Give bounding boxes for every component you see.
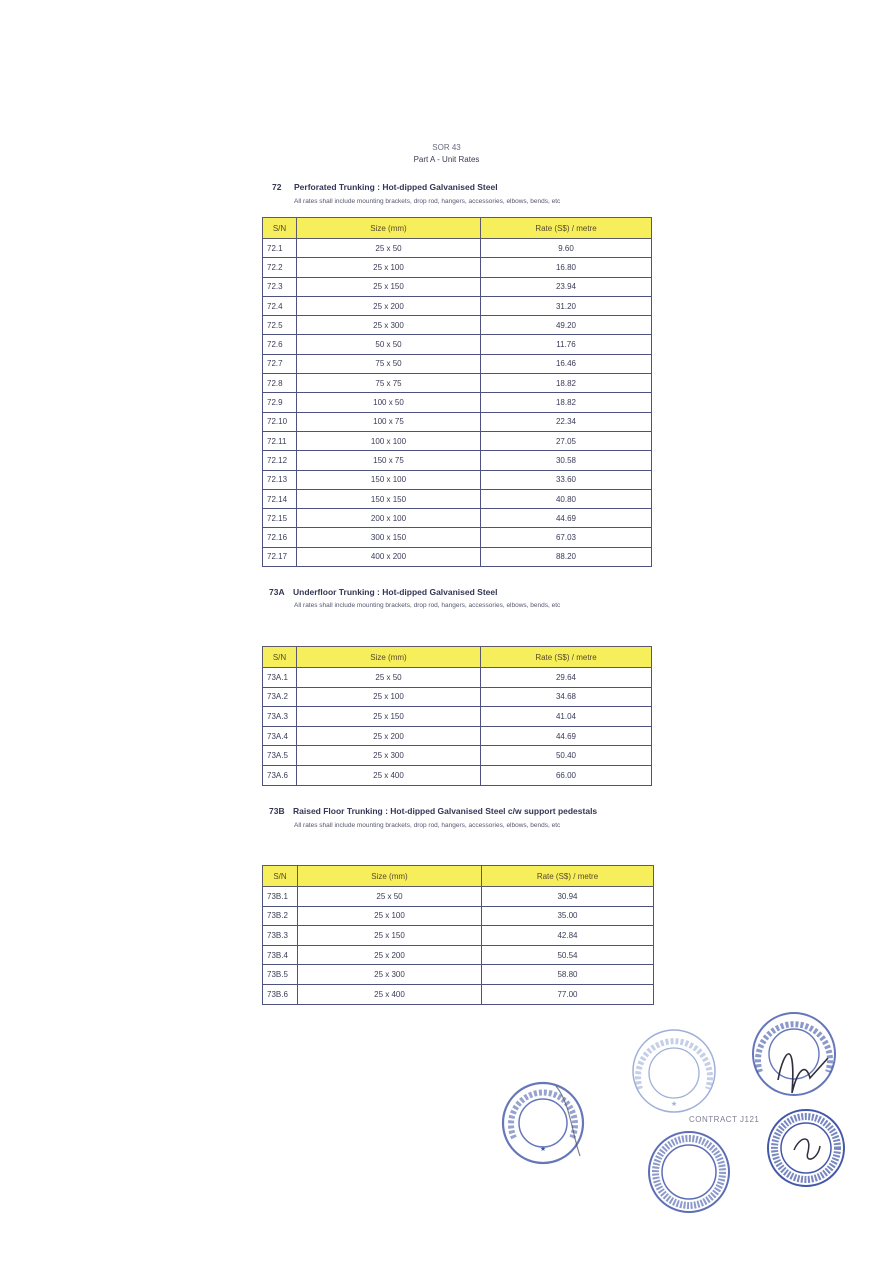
sn-cell: 73B.4 bbox=[263, 945, 298, 965]
rate-cell: 44.69 bbox=[481, 509, 652, 528]
size-column-header: Size (mm) bbox=[297, 647, 481, 668]
rate-cell: 77.00 bbox=[482, 984, 654, 1004]
size-cell: 150 x 150 bbox=[297, 489, 481, 508]
rate-cell: 16.80 bbox=[481, 258, 652, 277]
sn-cell: 73B.3 bbox=[263, 926, 298, 946]
section-72-heading bbox=[272, 182, 498, 192]
size-cell: 100 x 75 bbox=[297, 412, 481, 431]
section-72-number: 72 bbox=[272, 182, 282, 192]
sn-cell: 72.10 bbox=[263, 412, 297, 431]
table-row bbox=[263, 316, 652, 335]
size-cell: 25 x 200 bbox=[297, 726, 481, 746]
section-72-rate-table bbox=[262, 217, 652, 567]
table-row bbox=[263, 296, 652, 315]
rate-cell: 11.76 bbox=[481, 335, 652, 354]
sn-cell: 73A.5 bbox=[263, 746, 297, 766]
sn-cell: 72.13 bbox=[263, 470, 297, 489]
size-cell: 25 x 150 bbox=[298, 926, 482, 946]
size-cell: 300 x 150 bbox=[297, 528, 481, 547]
size-cell: 100 x 50 bbox=[297, 393, 481, 412]
size-cell: 150 x 75 bbox=[297, 451, 481, 470]
sn-cell: 72.8 bbox=[263, 374, 297, 393]
contract-label: CONTRACT J121 bbox=[689, 1115, 760, 1124]
size-cell: 25 x 50 bbox=[298, 887, 482, 907]
size-cell: 25 x 150 bbox=[297, 707, 481, 727]
sn-cell: 72.12 bbox=[263, 451, 297, 470]
rate-column-header: Rate (S$) / metre bbox=[482, 866, 654, 887]
rate-cell: 29.64 bbox=[481, 668, 652, 688]
company-seal-stamp-center-bottom bbox=[645, 1128, 733, 1216]
rate-cell: 41.04 bbox=[481, 707, 652, 727]
rate-cell: 49.20 bbox=[481, 316, 652, 335]
sn-cell: 72.7 bbox=[263, 354, 297, 373]
size-cell: 25 x 50 bbox=[297, 668, 481, 688]
table-row bbox=[263, 393, 652, 412]
size-cell: 25 x 100 bbox=[297, 258, 481, 277]
table-header-row bbox=[263, 647, 652, 668]
size-cell: 400 x 200 bbox=[297, 547, 481, 566]
section-72-note: All rates shall include mounting brackets, drop rod, hangers, accessories, elbows, bends, etc bbox=[294, 198, 561, 205]
sn-cell: 72.4 bbox=[263, 296, 297, 315]
size-cell: 25 x 400 bbox=[297, 765, 481, 785]
size-cell: 25 x 50 bbox=[297, 239, 481, 258]
svg-text:★: ★ bbox=[670, 1100, 678, 1108]
section-73a-rate-table bbox=[262, 646, 652, 786]
sn-cell: 73A.3 bbox=[263, 707, 297, 727]
section-73a-title: Underfloor Trunking : Hot-dipped Galvanised Steel bbox=[293, 587, 498, 597]
table-row bbox=[263, 887, 654, 907]
rate-cell: 58.80 bbox=[482, 965, 654, 985]
rate-cell: 40.80 bbox=[481, 489, 652, 508]
size-cell: 25 x 200 bbox=[297, 296, 481, 315]
size-cell: 200 x 100 bbox=[297, 509, 481, 528]
table-row bbox=[263, 354, 652, 373]
sn-cell: 73A.4 bbox=[263, 726, 297, 746]
rate-cell: 23.94 bbox=[481, 277, 652, 296]
size-cell: 150 x 100 bbox=[297, 470, 481, 489]
rate-cell: 30.58 bbox=[481, 451, 652, 470]
section-72-title: Perforated Trunking : Hot-dipped Galvanised Steel bbox=[294, 182, 498, 192]
rate-cell: 33.60 bbox=[481, 470, 652, 489]
sn-cell: 73B.5 bbox=[263, 965, 298, 985]
size-cell: 25 x 300 bbox=[297, 746, 481, 766]
sn-cell: 73B.6 bbox=[263, 984, 298, 1004]
rate-cell: 35.00 bbox=[482, 906, 654, 926]
sn-cell: 72.1 bbox=[263, 239, 297, 258]
rate-cell: 22.34 bbox=[481, 412, 652, 431]
size-cell: 25 x 300 bbox=[297, 316, 481, 335]
sn-cell: 72.16 bbox=[263, 528, 297, 547]
rate-cell: 18.82 bbox=[481, 393, 652, 412]
table-row bbox=[263, 765, 652, 785]
sn-cell: 72.6 bbox=[263, 335, 297, 354]
table-row bbox=[263, 470, 652, 489]
table-row bbox=[263, 509, 652, 528]
size-cell: 50 x 50 bbox=[297, 335, 481, 354]
rate-cell: 31.20 bbox=[481, 296, 652, 315]
sn-column-header: S/N bbox=[263, 218, 297, 239]
sn-cell: 73A.1 bbox=[263, 668, 297, 688]
rate-cell: 27.05 bbox=[481, 431, 652, 450]
document-part-title: Part A - Unit Rates bbox=[413, 155, 480, 164]
company-seal-stamp-right-bottom bbox=[764, 1106, 848, 1190]
sn-cell: 72.3 bbox=[263, 277, 297, 296]
rate-cell: 18.82 bbox=[481, 374, 652, 393]
table-row bbox=[263, 906, 654, 926]
table-row bbox=[263, 668, 652, 688]
sn-cell: 73B.2 bbox=[263, 906, 298, 926]
table-row bbox=[263, 547, 652, 566]
table-row bbox=[263, 984, 654, 1004]
rate-cell: 16.46 bbox=[481, 354, 652, 373]
rate-column-header: Rate (S$) / metre bbox=[481, 647, 652, 668]
rate-cell: 34.68 bbox=[481, 687, 652, 707]
table-row bbox=[263, 707, 652, 727]
table-row bbox=[263, 746, 652, 766]
table-row bbox=[263, 945, 654, 965]
sn-cell: 72.9 bbox=[263, 393, 297, 412]
table-row bbox=[263, 528, 652, 547]
size-cell: 25 x 400 bbox=[298, 984, 482, 1004]
table-row bbox=[263, 687, 652, 707]
section-73b-rate-table bbox=[262, 865, 654, 1005]
rate-cell: 30.94 bbox=[482, 887, 654, 907]
rate-cell: 44.69 bbox=[481, 726, 652, 746]
section-73b-title: Raised Floor Trunking : Hot-dipped Galvanised Steel c/w support pedestals bbox=[293, 806, 598, 816]
size-cell: 100 x 100 bbox=[297, 431, 481, 450]
company-seal-stamp-right-top bbox=[748, 1008, 840, 1100]
sn-cell: 72.5 bbox=[263, 316, 297, 335]
svg-text:★: ★ bbox=[539, 1145, 547, 1153]
rate-cell: 67.03 bbox=[481, 528, 652, 547]
table-row bbox=[263, 431, 652, 450]
rate-cell: 88.20 bbox=[481, 547, 652, 566]
table-row bbox=[263, 412, 652, 431]
document-reference: SOR 43 bbox=[432, 143, 461, 152]
rate-cell: 66.00 bbox=[481, 765, 652, 785]
section-73b-heading bbox=[269, 806, 597, 816]
size-cell: 25 x 100 bbox=[298, 906, 482, 926]
section-73b-note: All rates shall include mounting brackets, drop rod, hangers, accessories, elbows, bends, etc bbox=[294, 822, 561, 829]
size-column-header: Size (mm) bbox=[298, 866, 482, 887]
table-header-row bbox=[263, 218, 652, 239]
rate-cell: 50.40 bbox=[481, 746, 652, 766]
section-73a-number: 73A bbox=[269, 587, 285, 597]
size-cell: 25 x 200 bbox=[298, 945, 482, 965]
table-row bbox=[263, 277, 652, 296]
size-cell: 75 x 50 bbox=[297, 354, 481, 373]
table-row bbox=[263, 451, 652, 470]
rate-cell: 9.60 bbox=[481, 239, 652, 258]
table-row bbox=[263, 335, 652, 354]
section-73b-number: 73B bbox=[269, 806, 285, 816]
sn-cell: 72.2 bbox=[263, 258, 297, 277]
table-row bbox=[263, 965, 654, 985]
rate-column-header: Rate (S$) / metre bbox=[481, 218, 652, 239]
company-seal-stamp-left bbox=[500, 1078, 590, 1168]
section-73a-heading bbox=[269, 587, 498, 597]
section-73a-note: All rates shall include mounting brackets, drop rod, hangers, accessories, elbows, bends, etc bbox=[294, 602, 561, 609]
table-header-row bbox=[263, 866, 654, 887]
size-column-header: Size (mm) bbox=[297, 218, 481, 239]
table-row bbox=[263, 374, 652, 393]
size-cell: 25 x 100 bbox=[297, 687, 481, 707]
size-cell: 25 x 300 bbox=[298, 965, 482, 985]
sn-cell: 72.17 bbox=[263, 547, 297, 566]
table-row bbox=[263, 726, 652, 746]
sn-cell: 73A.6 bbox=[263, 765, 297, 785]
sn-cell: 73A.2 bbox=[263, 687, 297, 707]
table-row bbox=[263, 926, 654, 946]
size-cell: 75 x 75 bbox=[297, 374, 481, 393]
company-seal-stamp-center-top bbox=[628, 1025, 720, 1117]
rate-cell: 50.54 bbox=[482, 945, 654, 965]
sn-cell: 72.14 bbox=[263, 489, 297, 508]
sn-column-header: S/N bbox=[263, 647, 297, 668]
sn-cell: 72.11 bbox=[263, 431, 297, 450]
size-cell: 25 x 150 bbox=[297, 277, 481, 296]
sn-cell: 73B.1 bbox=[263, 887, 298, 907]
table-row bbox=[263, 258, 652, 277]
table-row bbox=[263, 239, 652, 258]
sn-column-header: S/N bbox=[263, 866, 298, 887]
rate-cell: 42.84 bbox=[482, 926, 654, 946]
sn-cell: 72.15 bbox=[263, 509, 297, 528]
table-row bbox=[263, 489, 652, 508]
